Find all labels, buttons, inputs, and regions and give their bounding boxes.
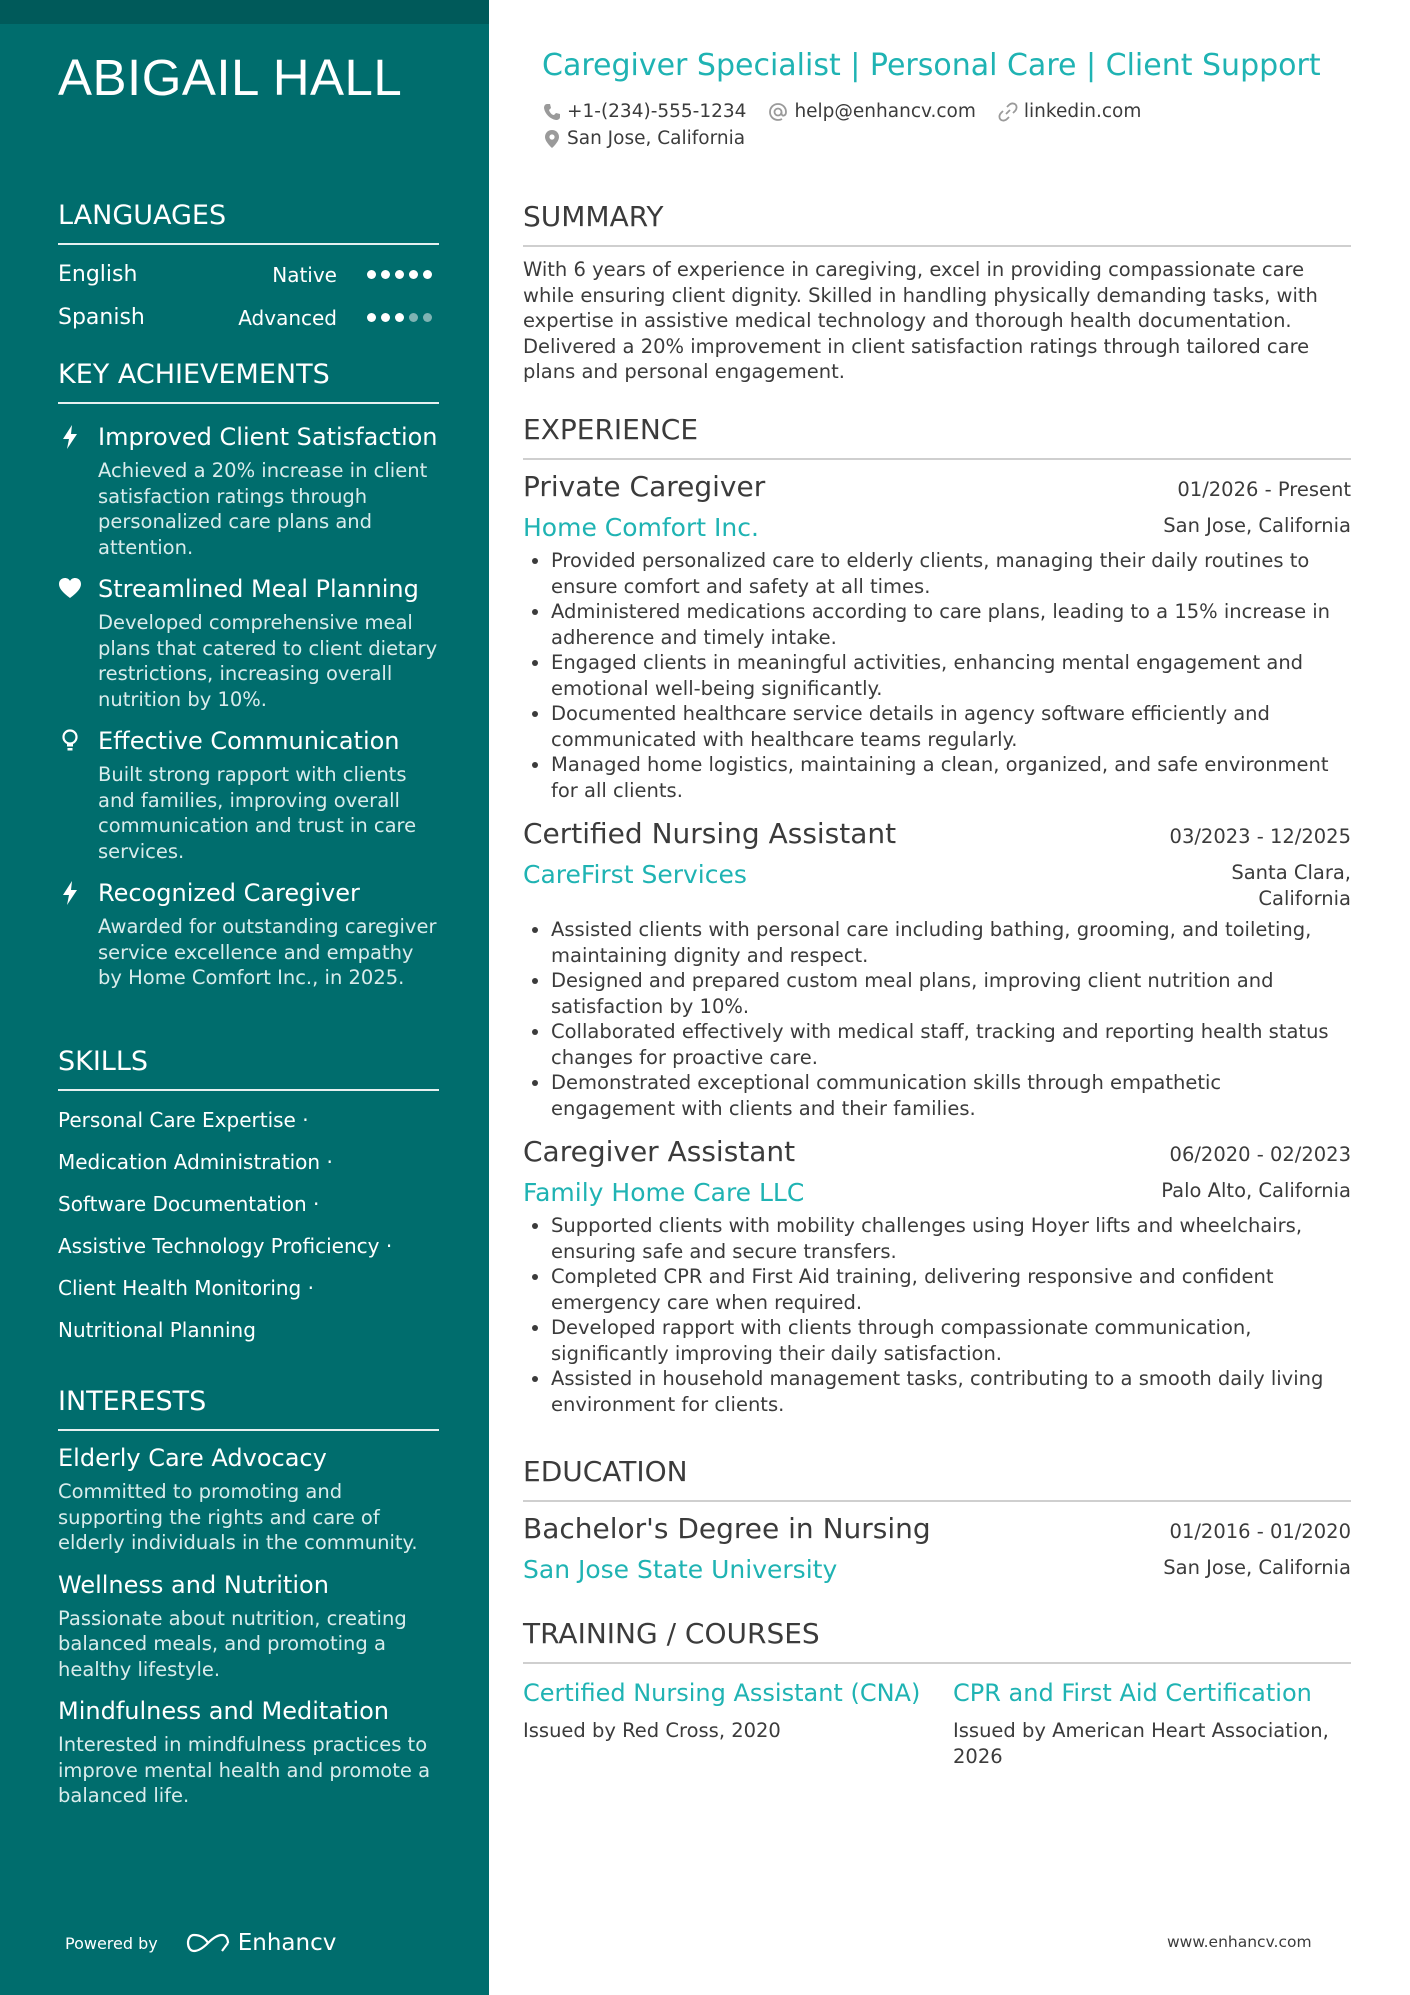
- language-level: Native: [272, 262, 337, 287]
- proficiency-dot: [409, 270, 418, 279]
- location-pin-icon: [543, 129, 561, 149]
- linkedin-url: linkedin.com: [1023, 101, 1142, 122]
- job-bullets: [523, 917, 1351, 1121]
- languages-section: [58, 200, 439, 339]
- job-title: Private Caregiver: [523, 470, 766, 503]
- phone-number: +1-(234)-555-1234: [567, 101, 747, 122]
- achievement-title: Recognized Caregiver: [98, 879, 360, 907]
- proficiency-dot: [367, 270, 376, 279]
- education-header: [523, 1512, 1351, 1545]
- bullet-item: • Completed CPR and First Aid training, delivering responsive and confident emergency care when required.: [551, 1264, 1351, 1315]
- lightbulb-icon: [58, 728, 82, 754]
- job-dates: 06/2020 - 02/2023: [1169, 1143, 1351, 1166]
- location-text: San Jose, California: [567, 128, 746, 149]
- interest-description: Interested in mindfulness practices to improve mental health and promote a balanced life.: [58, 1733, 431, 1807]
- education-section: [523, 1455, 1351, 1584]
- heart-icon: [58, 576, 82, 602]
- bullet-item: • Documented healthcare service details in agency software efficiently and communicated with healthcare teams regularly.: [551, 701, 1351, 752]
- language-row: [58, 253, 439, 296]
- proficiency-dot: [395, 313, 404, 322]
- at-icon: [768, 102, 788, 122]
- powered-by: [65, 1930, 336, 1956]
- job-company: Family Home Care LLC: [523, 1178, 805, 1207]
- bullet-item: • Provided personalized care to elderly clients, managing their daily routines to ensure comfort and safety at all times.: [551, 548, 1351, 599]
- phone-icon: [543, 103, 561, 121]
- achievement-description: Awarded for outstanding caregiver service excellence and empathy by Home Comfort Inc., in 2025.: [98, 915, 437, 989]
- achievement-item: [58, 726, 439, 864]
- job-entry: [523, 817, 1351, 1121]
- education-entry: [523, 1512, 1351, 1584]
- job-subheader: [523, 860, 1351, 911]
- bullet-item: • Assisted clients with personal care including bathing, grooming, and toileting, maintaining dignity and respect.: [551, 917, 1351, 968]
- phone-contact[interactable]: [543, 101, 746, 122]
- achievement-title: Effective Communication: [98, 727, 400, 755]
- course-item: [953, 1678, 1351, 1769]
- job-dates: 03/2023 - 12/2025: [1169, 825, 1351, 848]
- course-title: CPR and First Aid Certification: [953, 1679, 1312, 1707]
- proficiency-dot: [381, 313, 390, 322]
- job-company: Home Comfort Inc.: [523, 513, 759, 542]
- achievement-title: Improved Client Satisfaction: [98, 423, 438, 451]
- email-contact[interactable]: [768, 101, 975, 122]
- bullet-item: • Administered medications according to care plans, leading to a 15% increase in adherence and timely intake.: [551, 599, 1351, 650]
- achievement-item: [58, 574, 439, 712]
- job-entry: [523, 470, 1351, 803]
- summary-title: SUMMARY: [523, 200, 1351, 247]
- job-header: [523, 470, 1351, 503]
- brand-name: Enhancv: [237, 1930, 337, 1956]
- bullet-item: • Designed and prepared custom meal plans, improving client nutrition and satisfaction by 10%.: [551, 968, 1351, 1019]
- candidate-name: ABIGAIL HALL: [58, 49, 403, 106]
- job-location: Santa Clara, California: [1231, 861, 1351, 910]
- summary-text: With 6 years of experience in caregiving, excel in providing compassionate care while ensuring client dignity. Skilled in handling physically demanding tasks, with expertise in assistive medical technology and thorough health documentation. Delivered a 20% improvement in client satisfaction ratings through tailored care plans and personal engagement.: [523, 258, 1318, 383]
- achievements-title: KEY ACHIEVEMENTS: [58, 359, 439, 404]
- course-item: [523, 1678, 953, 1769]
- achievements-section: [58, 359, 439, 1005]
- job-subheader: [523, 1178, 1351, 1207]
- skill-item: Assistive Technology Proficiency ·: [58, 1234, 393, 1258]
- language-name: English: [58, 262, 138, 287]
- experience-section: [523, 413, 1351, 1417]
- link-icon: [998, 102, 1018, 122]
- language-level: Advanced: [238, 305, 337, 330]
- bullet-item: • Engaged clients in meaningful activities, enhancing mental engagement and emotional well-being significantly.: [551, 650, 1351, 701]
- achievement-title: Streamlined Meal Planning: [98, 575, 419, 603]
- job-bullets: [523, 1213, 1351, 1417]
- education-title: EDUCATION: [523, 1455, 1351, 1502]
- skill-item: Client Health Monitoring ·: [58, 1276, 314, 1300]
- location-contact: [543, 128, 745, 149]
- linkedin-contact[interactable]: [998, 101, 1141, 122]
- skill-item: Nutritional Planning: [58, 1318, 256, 1342]
- job-location: Palo Alto, California: [1161, 1179, 1351, 1202]
- infinity-logo-icon: [186, 1932, 230, 1954]
- proficiency-dot-empty: [423, 313, 432, 322]
- job-header: [523, 1135, 1351, 1168]
- bullet-item: • Demonstrated exceptional communication skills through empathetic engagement with clients and their families.: [551, 1070, 1351, 1121]
- bullet-item: • Assisted in household management tasks, contributing to a smooth daily living environment for clients.: [551, 1366, 1351, 1417]
- interests-title: INTERESTS: [58, 1386, 439, 1431]
- education-dates: 01/2016 - 01/2020: [1169, 1520, 1351, 1543]
- achievement-description: Developed comprehensive meal plans that catered to client dietary restrictions, increasing overall nutrition by 10%.: [98, 611, 438, 711]
- language-proficiency-dots: [367, 313, 439, 322]
- achievement-description: Achieved a 20% increase in client satisfaction ratings through personalized care plans and attention.: [98, 459, 428, 559]
- degree: Bachelor's Degree in Nursing: [523, 1512, 931, 1545]
- email-address: help@enhancv.com: [794, 101, 976, 122]
- bullet-item: • Supported clients with mobility challenges using Hoyer lifts and wheelchairs, ensuring safe and secure transfers.: [551, 1213, 1351, 1264]
- job-company: CareFirst Services: [523, 860, 747, 889]
- interest-description: Committed to promoting and supporting the rights and care of elderly individuals in the community.: [58, 1480, 418, 1554]
- sidebar-top-band: [0, 0, 489, 24]
- sidebar: [0, 0, 489, 1995]
- achievement-item: [58, 422, 439, 560]
- enhancv-logo[interactable]: [186, 1930, 337, 1956]
- bolt-icon: [58, 424, 82, 450]
- job-header: [523, 817, 1351, 850]
- language-proficiency-dots: [367, 270, 439, 279]
- languages-title: LANGUAGES: [58, 200, 439, 245]
- proficiency-dot: [367, 313, 376, 322]
- bullet-item: • Managed home logistics, maintaining a clean, organized, and safe environment for all clients.: [551, 752, 1351, 803]
- skill-item: Medication Administration ·: [58, 1150, 333, 1174]
- proficiency-dot-empty: [409, 313, 418, 322]
- skill-item: Software Documentation ·: [58, 1192, 320, 1216]
- achievement-item: [58, 878, 439, 991]
- language-row: [58, 296, 439, 339]
- school: San Jose State University: [523, 1555, 838, 1584]
- contact-row: [543, 125, 1163, 152]
- contact-info: [543, 98, 1163, 152]
- courses-list: [523, 1678, 1351, 1769]
- summary-section: [523, 200, 1351, 385]
- proficiency-dot: [395, 270, 404, 279]
- interests-section: [58, 1386, 439, 1823]
- job-title: Certified Nursing Assistant: [523, 817, 897, 850]
- skills-title: SKILLS: [58, 1046, 439, 1091]
- job-dates: 01/2026 - Present: [1177, 478, 1351, 501]
- interest-title: Elderly Care Advocacy: [58, 1444, 327, 1472]
- training-title: TRAINING / COURSES: [523, 1617, 1351, 1664]
- bullet-item: • Developed rapport with clients through compassionate communication, significantly improving their daily satisfaction.: [551, 1315, 1351, 1366]
- language-name: Spanish: [58, 305, 145, 330]
- job-bullets: [523, 548, 1351, 803]
- job-subheader: [523, 513, 1351, 542]
- proficiency-dot: [423, 270, 432, 279]
- skill-item: Personal Care Expertise ·: [58, 1108, 309, 1132]
- contact-row: [543, 98, 1163, 125]
- job-title: Caregiver Assistant: [523, 1135, 796, 1168]
- interest-description: Passionate about nutrition, creating balanced meals, and promoting a healthy lifestyle.: [58, 1606, 407, 1681]
- course-title: Certified Nursing Assistant (CNA): [523, 1679, 921, 1707]
- interest-title: Wellness and Nutrition: [58, 1570, 329, 1599]
- skills-section: [58, 1046, 439, 1351]
- headline: Caregiver Specialist | Personal Care | Client Support: [542, 48, 1321, 83]
- proficiency-dot: [381, 270, 390, 279]
- education-location: San Jose, California: [1163, 1556, 1351, 1579]
- course-description: Issued by Red Cross, 2020: [523, 1719, 781, 1742]
- powered-by-label: Powered by: [65, 1933, 158, 1953]
- website-footer[interactable]: www.enhancv.com: [1167, 1933, 1312, 1951]
- experience-title: EXPERIENCE: [523, 413, 1351, 460]
- job-location: San Jose, California: [1163, 514, 1351, 537]
- education-subheader: [523, 1555, 1351, 1584]
- course-description: Issued by American Heart Association, 2026: [953, 1719, 1329, 1768]
- bolt-icon: [58, 880, 82, 906]
- achievement-description: Built strong rapport with clients and families, improving overall communication and trust in care services.: [98, 763, 417, 863]
- bullet-item: • Collaborated effectively with medical staff, tracking and reporting health status changes for proactive care.: [551, 1019, 1351, 1070]
- job-entry: [523, 1135, 1351, 1417]
- interest-title: Mindfulness and Meditation: [58, 1697, 390, 1725]
- training-section: [523, 1617, 1351, 1769]
